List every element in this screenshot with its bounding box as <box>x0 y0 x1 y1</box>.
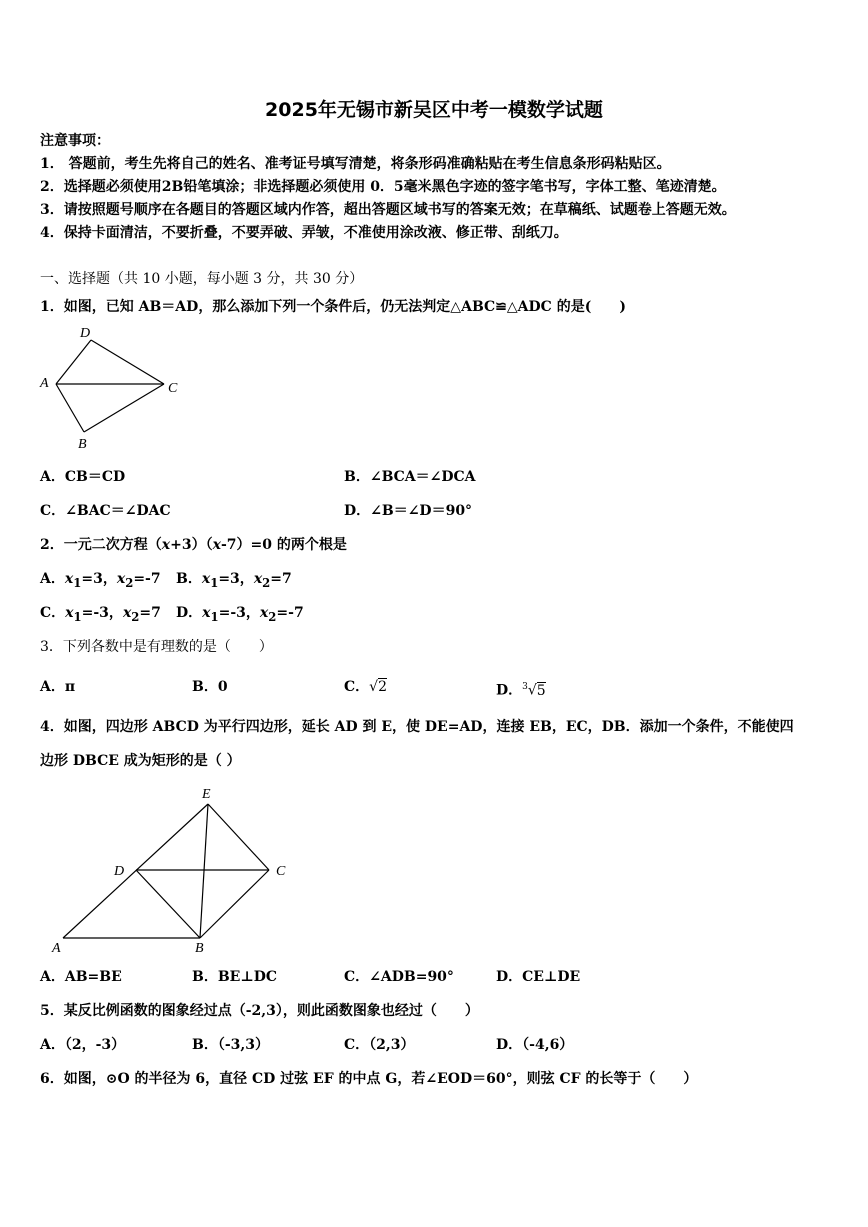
segment-dc <box>91 340 164 384</box>
q1-option-c: C．∠BAC＝∠DAC <box>40 503 171 519</box>
q1-option-a: A．CB＝CD <box>40 469 126 485</box>
segment-db <box>136 870 200 938</box>
segment-bc <box>200 870 269 938</box>
q2-stem: 2．一元二次方程（x+3）（x-7）=0 的两个根是 <box>40 537 347 553</box>
q1-stem: 1．如图，已知 AB＝AD，那么添加下列一个条件后，仍无法判定△ABC≌△ADC 的是( ) <box>40 299 626 315</box>
label-a: A <box>52 941 61 956</box>
notice-item: 2．选择题必须使用2B铅笔填涂；非选择题必须使用 0．5毫米黑色字迹的签字笔书写，字体工整、笔迹清楚。 <box>40 179 726 195</box>
q4-option-a: A．AB=BE <box>40 969 122 985</box>
section-heading: 一、选择题（共 10 小题，每小题 3 分，共 30 分） <box>40 271 364 287</box>
segment-ad <box>56 340 91 384</box>
q5-stem: 5．某反比例函数的图象经过点（-2,3），则此函数图象也经过（ ） <box>40 1003 479 1019</box>
q5-option-c: C．（2,3） <box>344 1037 415 1053</box>
label-c: C <box>276 864 286 879</box>
q2-option-c: C．$x_1=-3$，$x_2=7$ <box>40 605 161 624</box>
q2-option-a: A．$x_1=3$，$x_2=-7$ <box>40 571 161 590</box>
segment-bc <box>84 384 164 432</box>
q4-option-c: C．∠ADB=90° <box>344 969 454 985</box>
notice-item: 4．保持卡面清洁，不要折叠，不要弄破、弄皱，不准使用涂改液、修正带、刮纸刀。 <box>40 225 568 241</box>
label-b: B <box>195 941 204 956</box>
label-d: D <box>80 326 91 341</box>
q5-option-b: B．（-3,3） <box>192 1037 269 1053</box>
segment-ec <box>208 804 269 870</box>
q3-option-a: A．π <box>40 679 76 695</box>
label-e: E <box>202 787 211 802</box>
notice-heading: 注意事项： <box>40 133 110 149</box>
q4-figure <box>46 782 296 957</box>
q5-option-d: D．（-4,6） <box>496 1037 574 1053</box>
q2-option-b: B．$x_1=3$，$x_2=7$ <box>176 571 292 590</box>
q4-option-b: B．BE⊥DC <box>192 969 278 985</box>
label-c: C <box>168 381 178 396</box>
page-title: 2025年无锡市新吴区中考一模数学试题 <box>265 99 603 121</box>
segment-eb <box>200 804 208 938</box>
q5-option-a: A．（2，-3） <box>40 1037 126 1053</box>
q3-stem: 3．下列各数中是有理数的是（ ） <box>40 639 273 655</box>
q3-option-c: C．√2 <box>344 679 387 695</box>
notice-item: 3．请按照题号顺序在各题目的答题区域内作答，超出答题区域书写的答案无效；在草稿纸、试题卷上答题无效。 <box>40 202 736 218</box>
label-b: B <box>78 437 87 452</box>
q1-figure <box>36 322 186 452</box>
q4-option-d: D．CE⊥DE <box>496 969 581 985</box>
q6-stem: 6．如图，⊙O 的半径为 6，直径 CD 过弦 EF 的中点 G，若∠EOD＝60°，则弦 CF 的长等于（ ） <box>40 1071 698 1087</box>
segment-ab <box>56 384 84 432</box>
label-d: D <box>114 864 125 879</box>
q1-option-d: D．∠B＝∠D＝90° <box>344 503 473 519</box>
q3-option-b: B．0 <box>192 679 228 695</box>
q3-option-d: D．$^3$√5 <box>496 682 546 699</box>
q2-option-d: D．$x_1=-3$，$x_2=-7$ <box>176 605 304 624</box>
notice-item: 1． 答题前，考生先将自己的姓名、准考证号填写清楚，将条形码准确粘贴在考生信息条形码粘贴区。 <box>40 156 671 172</box>
label-a: A <box>40 376 49 391</box>
q4-stem-line2: 边形 DBCE 成为矩形的是（ ） <box>40 753 241 769</box>
q1-option-b: B．∠BCA＝∠DCA <box>344 469 476 485</box>
q4-stem-line1: 4．如图，四边形 ABCD 为平行四边形，延长 AD 到 E，使 DE=AD，连接 EB，EC，DB．添加一个条件，不能使四 <box>40 719 794 735</box>
segment-ae <box>63 804 208 938</box>
